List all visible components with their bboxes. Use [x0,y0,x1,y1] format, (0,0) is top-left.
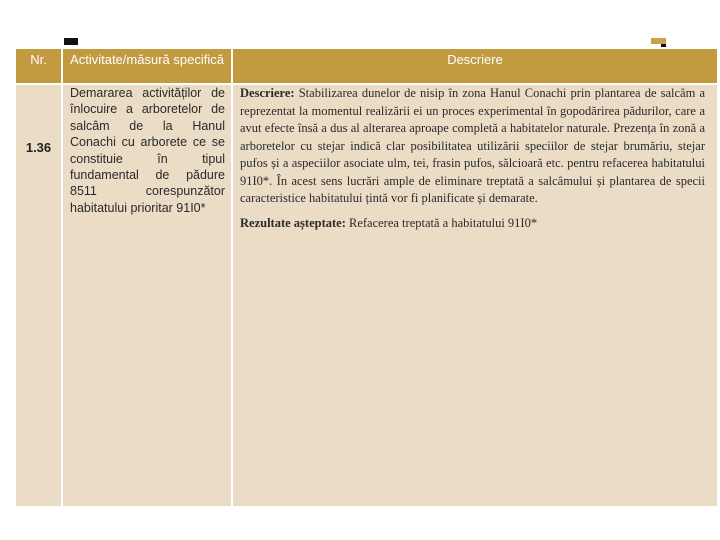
corner-mark-left [64,38,78,45]
header-activity-label: Activitate/măsură specifică [70,52,224,67]
row-number: 1.36 [25,140,52,155]
activity-text: Demararea activităților de înlocuire a arboretelor de salcâm de la Hanul Conachi cu arborete ce se constituie în tipul fundamental de pădure 8511 corespunzător habitatului prioritar 91I0* [70,86,225,215]
header-activity [63,49,231,83]
description-label: Descriere: [240,86,295,100]
description-block [240,85,705,232]
corner-mark-right-dark [661,44,666,47]
header-description-label: Descriere [447,52,503,67]
row-activity-cell [63,85,231,506]
description-paragraph [240,85,705,208]
row-nr-cell [16,85,61,506]
header-nr [16,49,61,83]
description-text: Stabilizarea dunelor de nisip în zona Hanul Conachi prin plantarea de salcâm a reprezentat la momentul realizării ei un proces experimental în gopodărirea pădurilor, care a avut efecte însă a dus al alterarea aproape completă a habitatelor naturale. Prezența în zonă a arboretelor cu stejar indică clar posibilitatea utilizării speciilor de stejar brumăriu, stejar pufos și a aspeciilor asociate ulm, tei, frasin pufos, sălcioară etc. pentru refacerea habitatului 91I0*. În acest sens lucrări ample de eliminare treptată a salcâmului și plantarea de specii caracteristice habitatului țintă vor fi planificate și demarate. [240,86,705,205]
results-paragraph [240,215,705,233]
results-text: Refacerea treptată a habitatului 91I0* [345,215,538,230]
row-description-cell [233,85,717,506]
results-label: Rezultate așteptate: [240,215,346,230]
header-nr-label: Nr. [30,52,47,67]
header-description [233,49,717,83]
